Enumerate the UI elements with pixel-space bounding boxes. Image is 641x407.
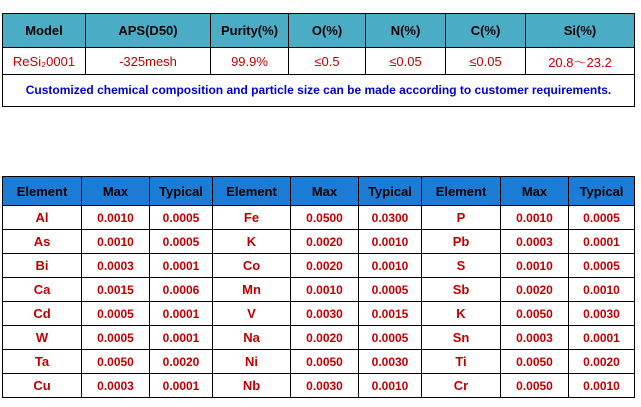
header-aps: APS(D50) — [86, 14, 211, 48]
cell-typical: 0.0300 — [359, 206, 422, 230]
impurity-header-row — [3, 177, 635, 206]
table-row — [3, 206, 635, 230]
cell-element: Cu — [3, 374, 82, 398]
cell-max: 0.0050 — [501, 374, 569, 398]
cell-typical: 0.0001 — [150, 254, 213, 278]
customization-note: Customized chemical composition and particle size can be made according to customer requirements. — [3, 75, 635, 107]
cell-typical: 0.0001 — [150, 302, 213, 326]
cell-typical: 0.0030 — [359, 350, 422, 374]
cell-max: 0.0020 — [291, 326, 359, 350]
cell-typical: 0.0006 — [150, 278, 213, 302]
cell-typical: 0.0010 — [359, 374, 422, 398]
header-element-2: Element — [213, 177, 291, 206]
cell-element: Bi — [3, 254, 82, 278]
spec-header-row — [3, 14, 635, 48]
header-typical-2: Typical — [359, 177, 422, 206]
cell-max: 0.0005 — [82, 326, 150, 350]
value-aps: -325mesh — [86, 48, 211, 75]
cell-max: 0.0500 — [291, 206, 359, 230]
cell-typical: 0.0020 — [150, 350, 213, 374]
cell-max: 0.0030 — [291, 374, 359, 398]
cell-max: 0.0050 — [501, 350, 569, 374]
cell-typical: 0.0005 — [569, 254, 635, 278]
cell-typical: 0.0030 — [569, 302, 635, 326]
table-row — [3, 230, 635, 254]
cell-typical: 0.0010 — [359, 230, 422, 254]
cell-max: 0.0003 — [501, 326, 569, 350]
product-spec-table — [2, 13, 635, 107]
cell-element: W — [3, 326, 82, 350]
cell-element: Pb — [422, 230, 501, 254]
table-row — [3, 302, 635, 326]
header-oxygen: O(%) — [289, 14, 366, 48]
value-nitrogen: ≤0.05 — [366, 48, 446, 75]
cell-max: 0.0003 — [82, 254, 150, 278]
cell-element: Ta — [3, 350, 82, 374]
header-purity: Purity(%) — [211, 14, 289, 48]
header-model: Model — [3, 14, 86, 48]
value-purity: 99.9% — [211, 48, 289, 75]
header-typical-3: Typical — [569, 177, 635, 206]
cell-typical: 0.0005 — [359, 278, 422, 302]
header-carbon: C(%) — [446, 14, 526, 48]
cell-element: Cr — [422, 374, 501, 398]
cell-max: 0.0030 — [291, 302, 359, 326]
table-row — [3, 326, 635, 350]
cell-typical: 0.0010 — [359, 254, 422, 278]
cell-max: 0.0020 — [291, 230, 359, 254]
spec-value-row — [3, 48, 635, 75]
cell-typical: 0.0005 — [359, 326, 422, 350]
cell-typical: 0.0001 — [150, 374, 213, 398]
header-max-3: Max — [501, 177, 569, 206]
cell-element: Sb — [422, 278, 501, 302]
cell-typical: 0.0005 — [150, 230, 213, 254]
cell-element: S — [422, 254, 501, 278]
cell-typical: 0.0005 — [569, 206, 635, 230]
value-model: ReSi₂0001 — [3, 48, 86, 75]
impurity-table-body — [3, 177, 635, 398]
cell-typical: 0.0005 — [150, 206, 213, 230]
cell-max: 0.0020 — [501, 278, 569, 302]
cell-typical: 0.0015 — [359, 302, 422, 326]
cell-max: 0.0050 — [291, 350, 359, 374]
cell-element: K — [422, 302, 501, 326]
cell-typical: 0.0001 — [569, 230, 635, 254]
value-oxygen: ≤0.5 — [289, 48, 366, 75]
cell-max: 0.0005 — [82, 302, 150, 326]
cell-element: Al — [3, 206, 82, 230]
table-row — [3, 254, 635, 278]
cell-element: Na — [213, 326, 291, 350]
cell-element: Sn — [422, 326, 501, 350]
spec-note-row — [3, 75, 635, 107]
cell-max: 0.0010 — [501, 206, 569, 230]
header-silicon: Si(%) — [526, 14, 635, 48]
table-row — [3, 374, 635, 398]
value-silicon: 20.8～23.2 — [526, 48, 635, 75]
cell-element: Ti — [422, 350, 501, 374]
cell-max: 0.0015 — [82, 278, 150, 302]
cell-element: Co — [213, 254, 291, 278]
cell-typical: 0.0001 — [569, 326, 635, 350]
header-nitrogen: N(%) — [366, 14, 446, 48]
cell-element: Ni — [213, 350, 291, 374]
cell-element: Mn — [213, 278, 291, 302]
cell-typical: 0.0010 — [569, 374, 635, 398]
cell-max: 0.0010 — [82, 230, 150, 254]
cell-element: Cd — [3, 302, 82, 326]
table-row — [3, 350, 635, 374]
cell-element: V — [213, 302, 291, 326]
cell-element: Ca — [3, 278, 82, 302]
cell-max: 0.0003 — [501, 230, 569, 254]
cell-max: 0.0010 — [501, 254, 569, 278]
cell-element: As — [3, 230, 82, 254]
cell-max: 0.0010 — [82, 206, 150, 230]
header-element-1: Element — [3, 177, 82, 206]
header-element-3: Element — [422, 177, 501, 206]
cell-typical: 0.0001 — [150, 326, 213, 350]
cell-element: K — [213, 230, 291, 254]
header-max-1: Max — [82, 177, 150, 206]
header-max-2: Max — [291, 177, 359, 206]
cell-max: 0.0050 — [82, 350, 150, 374]
impurity-table — [2, 176, 635, 398]
cell-max: 0.0050 — [501, 302, 569, 326]
value-carbon: ≤0.05 — [446, 48, 526, 75]
header-typical-1: Typical — [150, 177, 213, 206]
cell-max: 0.0010 — [291, 278, 359, 302]
cell-typical: 0.0010 — [569, 278, 635, 302]
cell-max: 0.0003 — [82, 374, 150, 398]
cell-element: Fe — [213, 206, 291, 230]
cell-element: Nb — [213, 374, 291, 398]
table-row — [3, 278, 635, 302]
cell-max: 0.0020 — [291, 254, 359, 278]
cell-element: P — [422, 206, 501, 230]
cell-typical: 0.0020 — [569, 350, 635, 374]
